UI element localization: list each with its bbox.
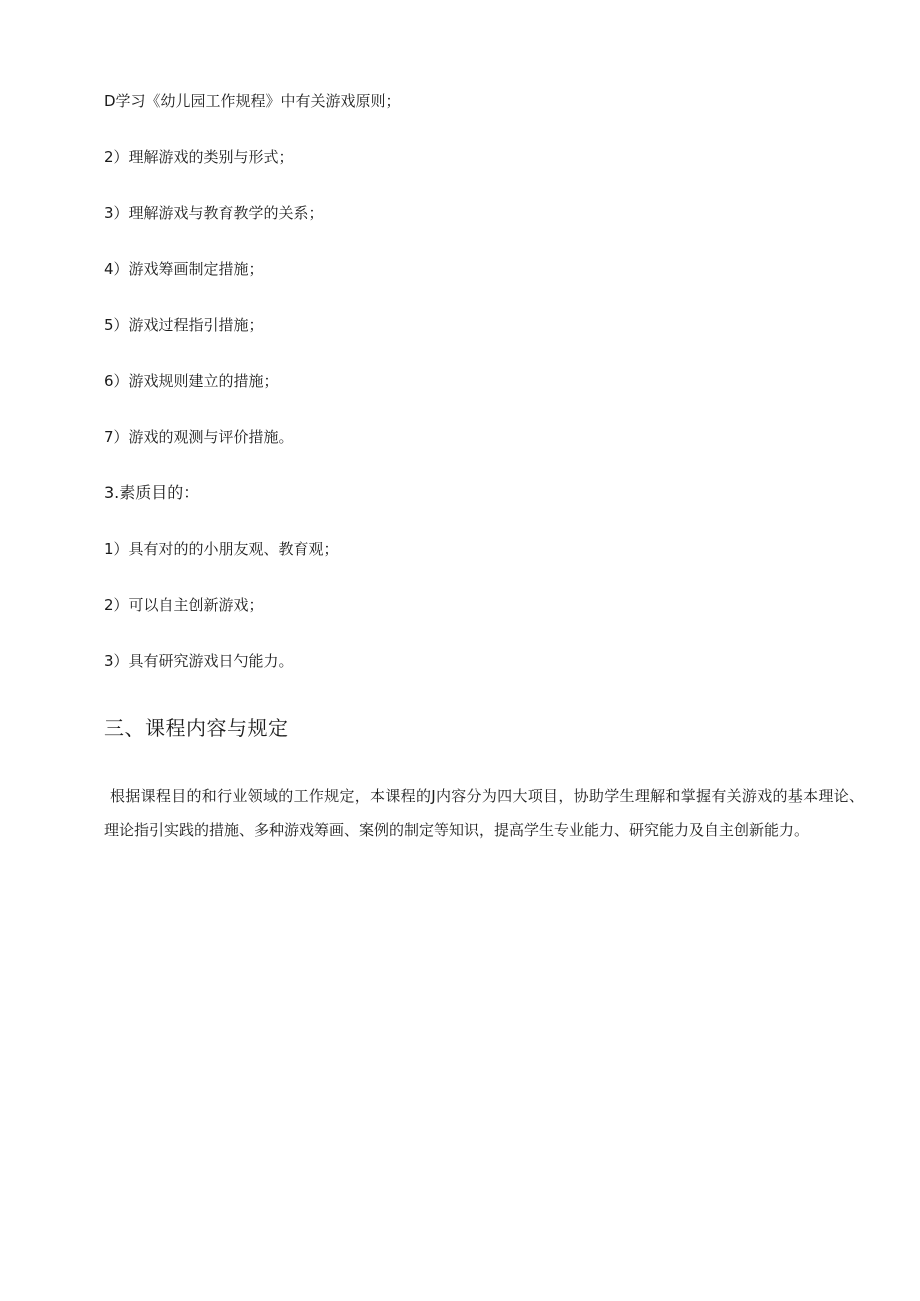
list-item-game-rules: 6）游戏规则建立的措施； (104, 372, 279, 390)
quality-goals-heading: 3.素质目的： (104, 483, 200, 502)
list-item-game-planning: 4）游戏筹画制定措施； (104, 260, 264, 278)
list-item-innovation: 2）可以自主创新游戏； (104, 596, 264, 614)
list-item-game-guidance: 5）游戏过程指引措施； (104, 316, 264, 334)
list-item-game-education: 3）理解游戏与教育教学的关系； (104, 204, 324, 222)
section-title: 三、课程内容与规定 (104, 716, 289, 740)
list-item-children-view: 1）具有对的的小朋友观、教育观； (104, 540, 339, 558)
list-item-game-observation: 7）游戏的观测与评价措施。 (104, 428, 294, 446)
list-item-principles: D学习《幼儿园工作规程》中有关游戏原则； (104, 92, 401, 110)
list-item-game-types: 2）理解游戏的类别与形式； (104, 148, 294, 166)
list-item-research-ability: 3）具有研究游戏日勺能力。 (104, 652, 294, 670)
course-content-paragraph: 根据课程目的和行业领域的工作规定，本课程的J内容分为四大项目，协助学生理解和掌握有关游戏的基本理论、理论指引实践的措施、多种游戏筹画、案例的制定等知识，提高学生专业能力、研究能力及自主创新能力。 (104, 787, 864, 839)
